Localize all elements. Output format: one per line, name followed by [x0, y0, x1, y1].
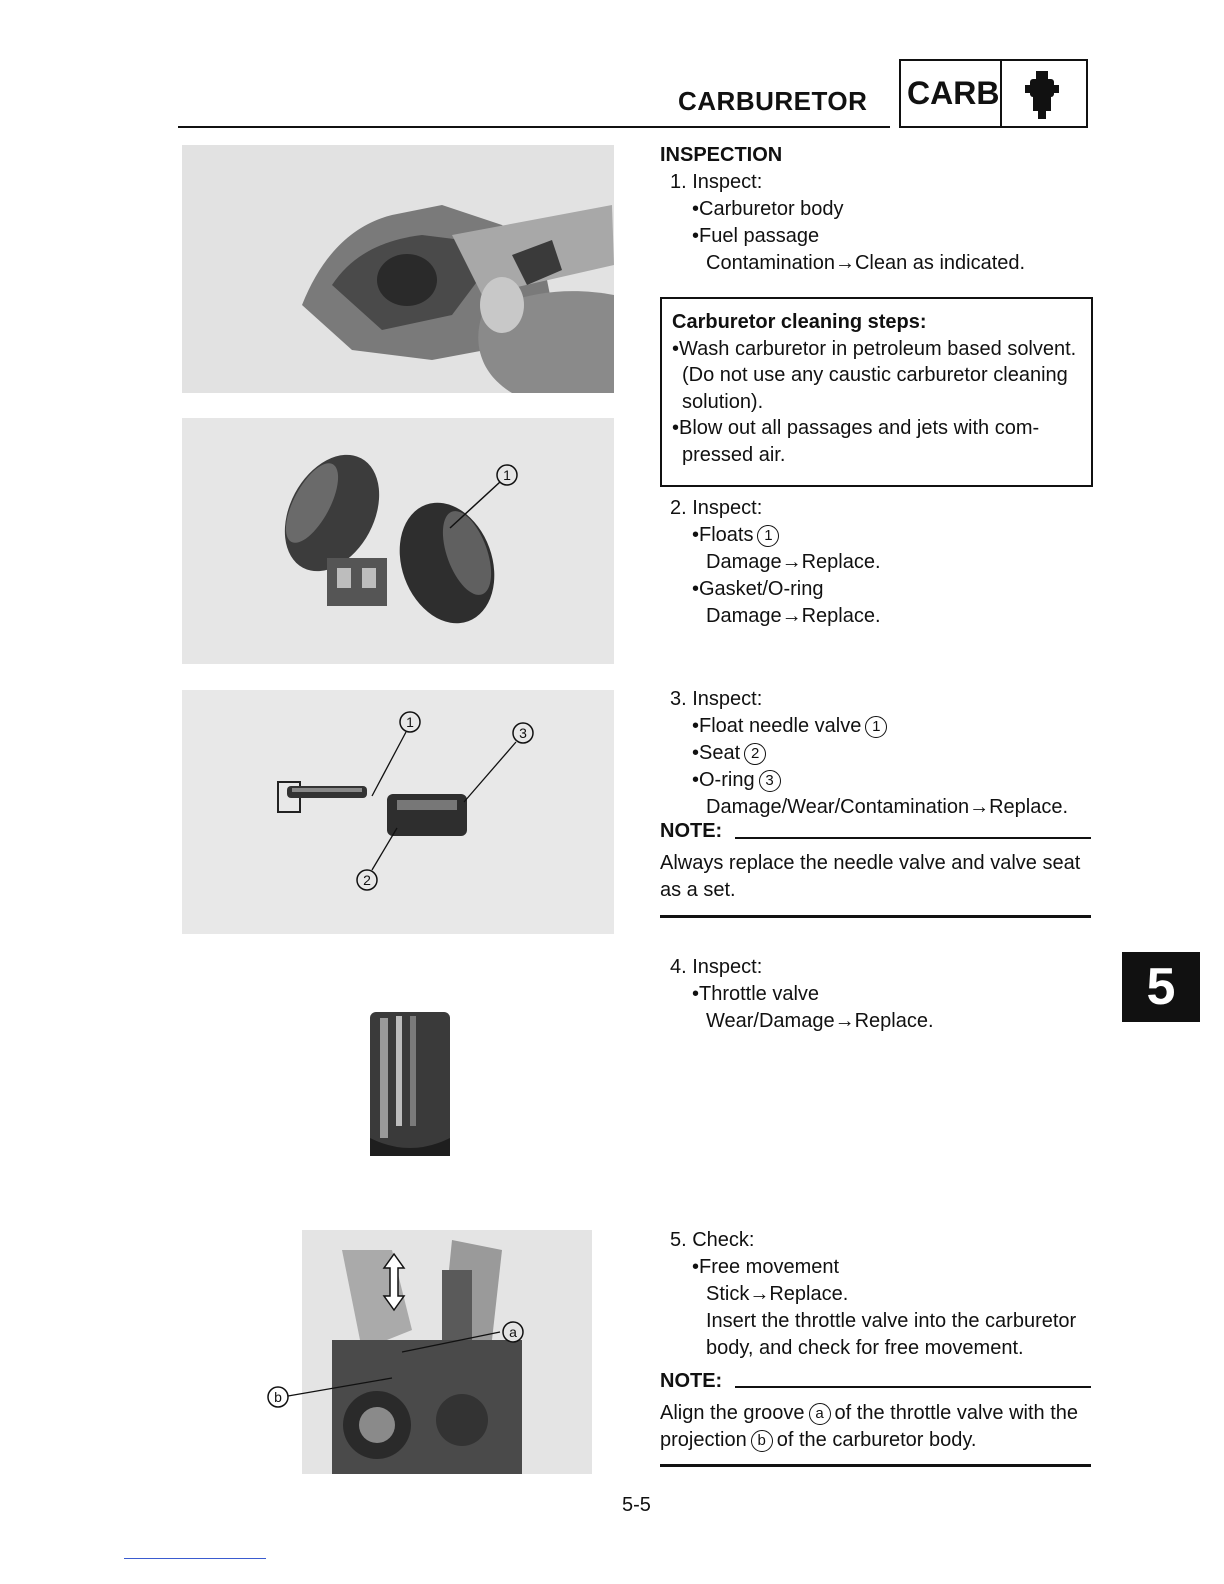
carburetor-icon	[1019, 69, 1067, 121]
step-2-label: 2. Inspect:	[670, 497, 763, 519]
step-5-result: Stick→Replace.	[706, 1283, 849, 1305]
step-2-result: Damage→Replace.	[706, 551, 881, 573]
step-3-item: •O-ring 3	[692, 767, 781, 794]
cleaning-line: •Blow out all passages and jets with com-	[672, 417, 1040, 439]
callout-3: 3	[519, 725, 527, 741]
ref-circle: 1	[865, 716, 887, 738]
step-5-item: •Free movement	[692, 1256, 840, 1278]
note-end-rule	[660, 1464, 1091, 1467]
page-title: CARBURETOR	[678, 86, 868, 116]
step-4-item: •Throttle valve	[692, 983, 820, 1005]
step-1-label: 1. Inspect:	[670, 171, 763, 193]
photo-throttle-check	[262, 1230, 592, 1474]
step-3-item: •Float needle valve 1	[692, 713, 887, 740]
step-4-label: 4. Inspect:	[670, 956, 763, 978]
ref-circle: b	[751, 1430, 773, 1452]
ref-circle: 1	[757, 525, 779, 547]
step-4-result: Wear/Damage→Replace.	[706, 1010, 934, 1032]
ref-circle: a	[809, 1403, 831, 1425]
step-3-label: 3. Inspect:	[670, 688, 763, 710]
page-number: 5-5	[622, 1494, 651, 1516]
step-1-result: Contamination→Clean as indicated.	[706, 252, 1026, 274]
note-rule	[735, 1386, 1091, 1388]
step-3-result: Damage/Wear/Contamination→Replace.	[706, 796, 1069, 818]
cleaning-box-title: Carburetor cleaning steps:	[672, 311, 927, 333]
note-text: Align the groove a of the throttle valve with the projection b of the carburetor body.	[660, 1402, 1079, 1451]
cleaning-steps-box	[660, 297, 1093, 487]
chapter-tab: 5	[1122, 952, 1200, 1022]
callout-a: a	[509, 1324, 517, 1340]
section-heading: INSPECTION	[660, 144, 783, 166]
callout-1: 1	[406, 714, 414, 730]
section-badge-label: CARB	[907, 75, 1000, 111]
step-2-item: •Floats 1	[692, 522, 779, 549]
step-2-result: Damage→Replace.	[706, 605, 881, 627]
callout-1: 1	[503, 467, 511, 483]
cleaning-line: •Wash carburetor in petroleum based solvent.	[672, 337, 1077, 360]
step-3-item: •Seat 2	[692, 740, 766, 767]
callout-2: 2	[363, 872, 371, 888]
footer-rule	[124, 1558, 266, 1559]
photo-needle-valve	[182, 690, 614, 934]
section-badge	[899, 59, 1088, 128]
step-1-item: •Fuel passage	[692, 225, 820, 247]
photo-carburetor-body	[182, 145, 614, 393]
step-5-label: 5. Check:	[670, 1229, 755, 1251]
cleaning-line: pressed air.	[682, 443, 786, 466]
step-5-instruction: Insert the throttle valve into the carburetor body, and check for free movement.	[706, 1310, 1077, 1359]
photo-floats	[182, 418, 614, 664]
ref-circle: 2	[744, 743, 766, 765]
badge-divider	[1000, 61, 1002, 126]
cleaning-line: solution).	[682, 390, 764, 413]
step-1-item: •Carburetor body	[692, 198, 844, 220]
photo-throttle-valve	[362, 1008, 458, 1160]
callout-b: b	[274, 1389, 282, 1405]
note-end-rule	[660, 915, 1091, 918]
header-rule	[178, 126, 890, 128]
note-rule	[735, 837, 1091, 839]
ref-circle: 3	[759, 770, 781, 792]
step-2-item: •Gasket/O-ring	[692, 578, 824, 600]
note-label: NOTE:	[660, 820, 723, 842]
note-label: NOTE:	[660, 1370, 723, 1392]
cleaning-line: (Do not use any caustic carburetor cleaning	[682, 364, 1068, 386]
note-text: Always replace the needle valve and valve seat as a set.	[660, 852, 1081, 901]
